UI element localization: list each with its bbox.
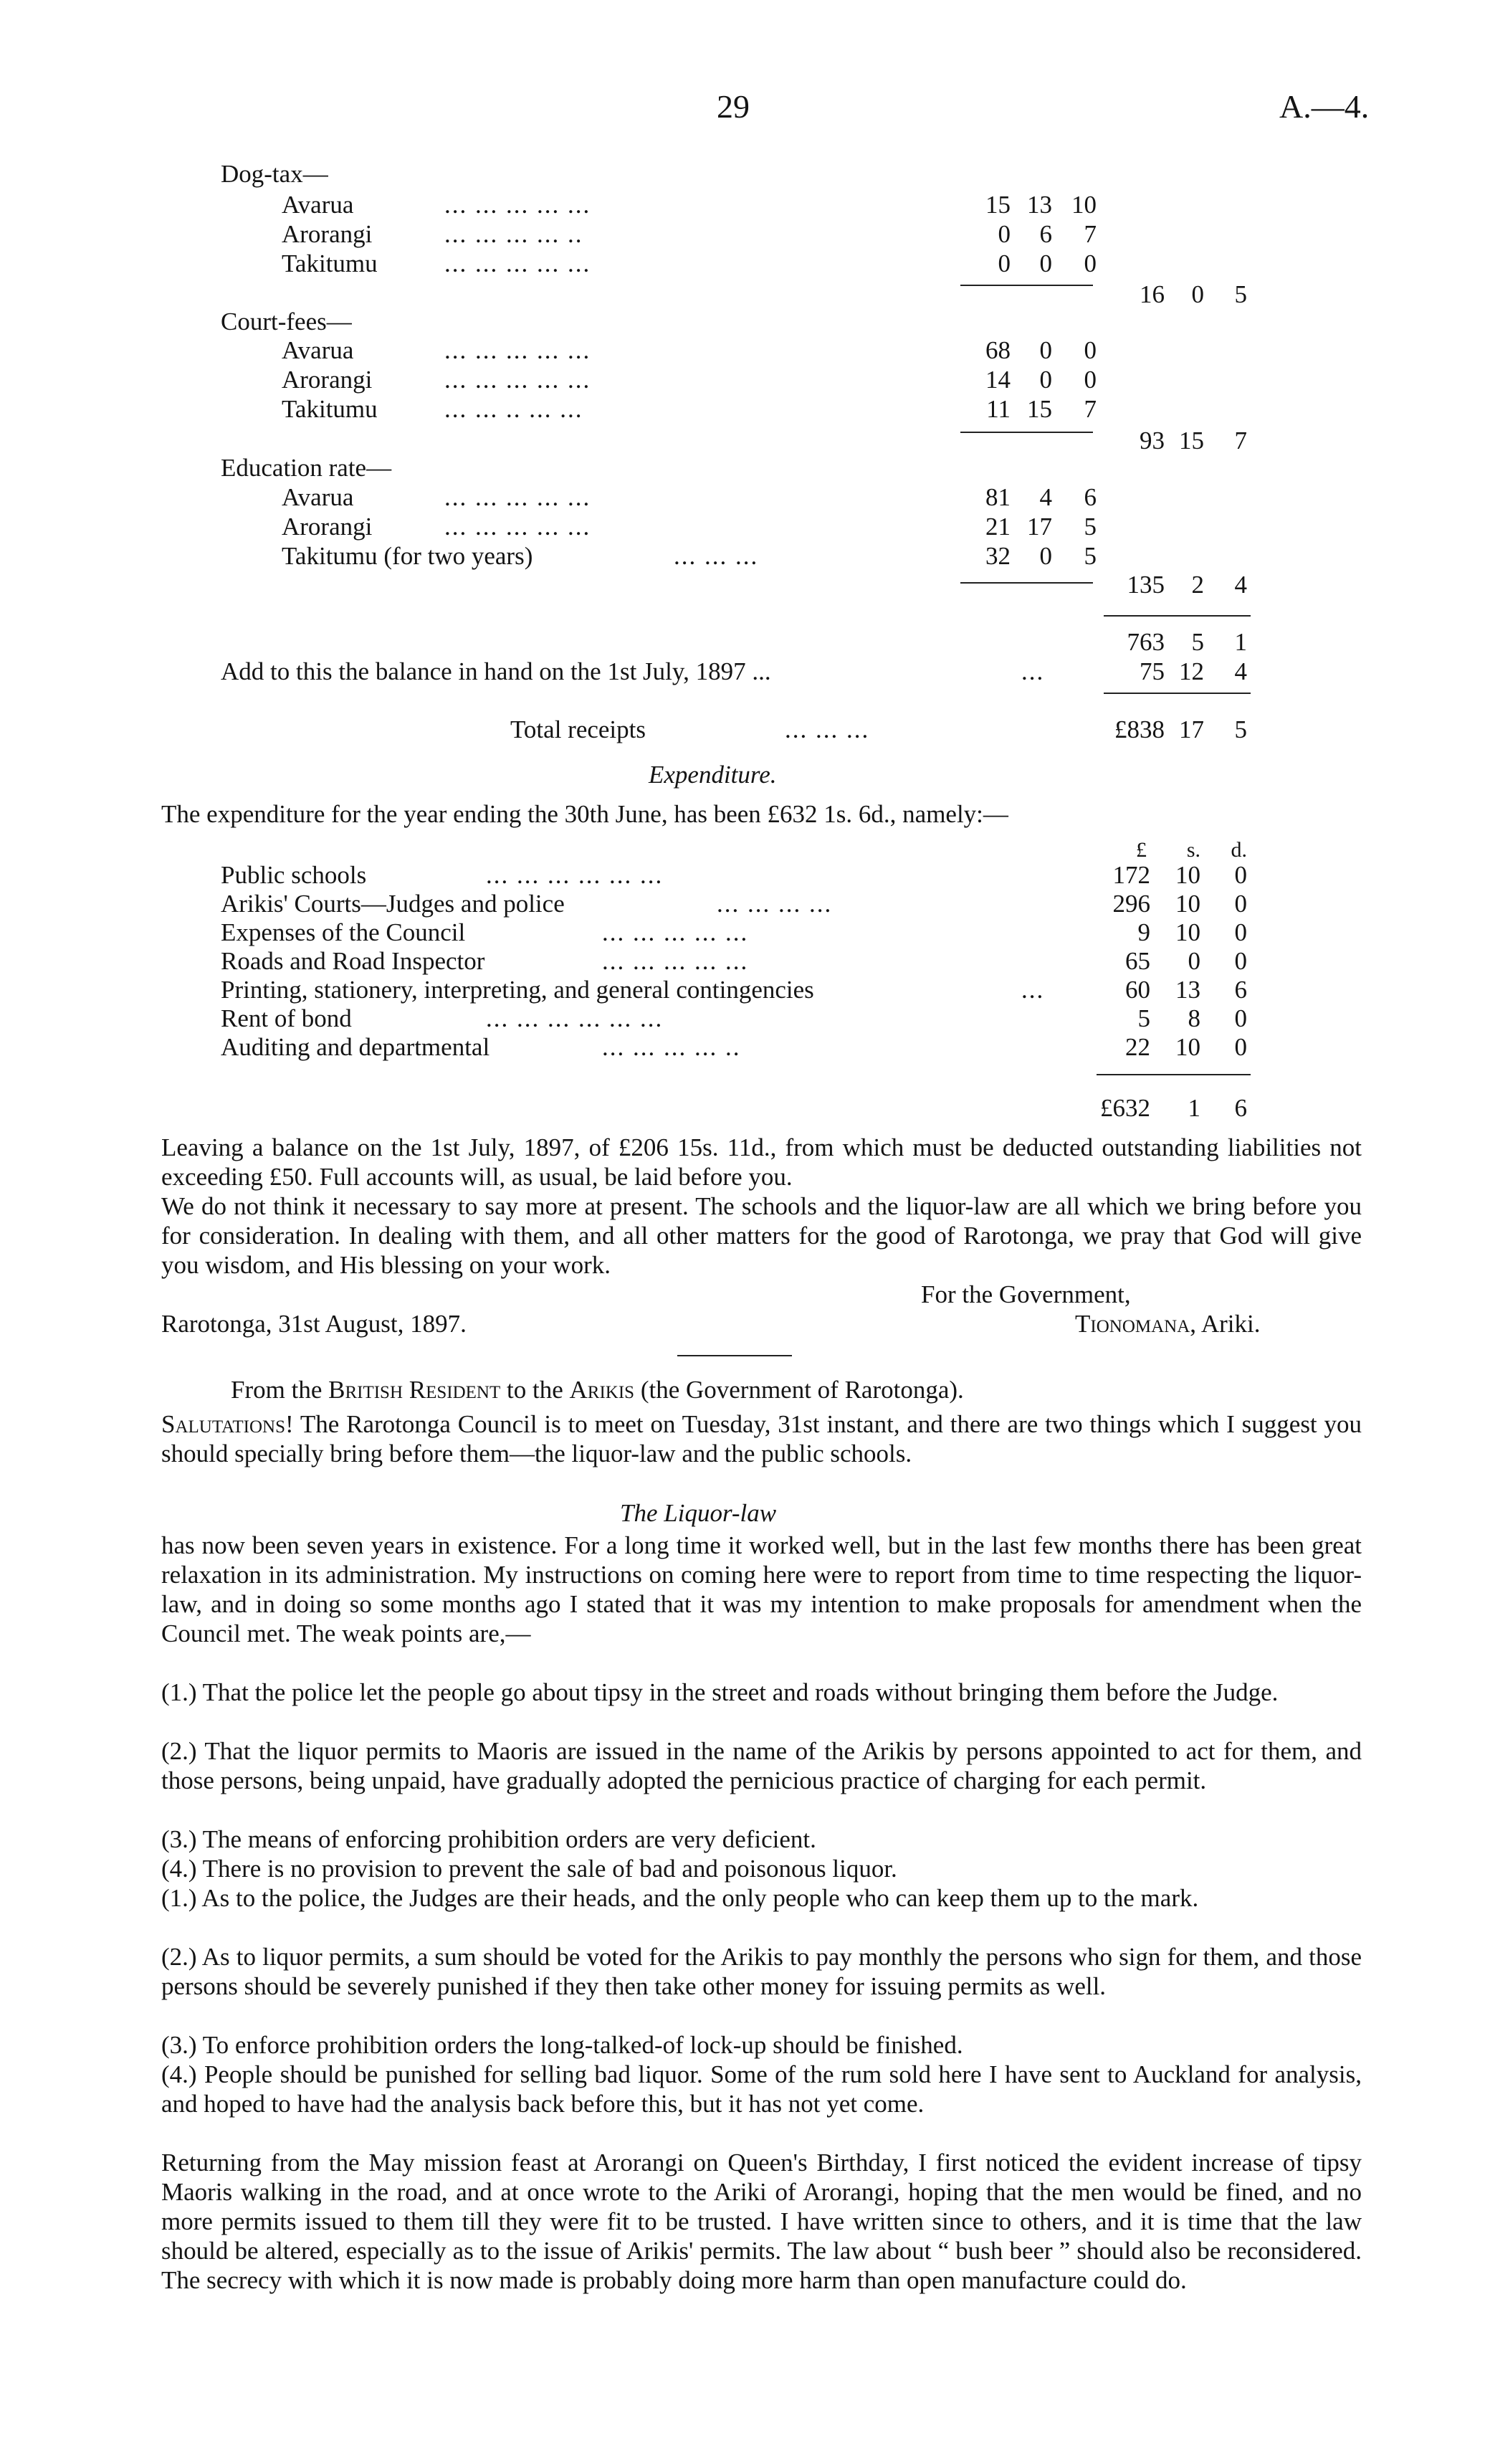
subtotal-pounds: 16	[1140, 280, 1165, 308]
leader-dots: ... ... ... ... ...	[444, 191, 591, 219]
leader-dots: ... ... ... ... ... ...	[486, 861, 664, 889]
amount-pounds: 14	[985, 366, 1011, 394]
amount-pence: 0	[1084, 249, 1097, 277]
expenditure-heading: Expenditure.	[649, 761, 777, 789]
heading-to: to the	[507, 1376, 563, 1404]
amount-shillings: 10	[1175, 918, 1200, 946]
remedy-2: (2.) As to liquor permits, a sum should be voted for the Arikis to pay monthly the persons who sign for them, and those persons should be severely punished if they then take other money for issuing permits as well.	[161, 1943, 1362, 2000]
amount-pence: 0	[1234, 1004, 1247, 1032]
leader-dots: ... ... ... ... ...	[444, 366, 591, 394]
leader-dots: ... ... ...	[674, 542, 759, 570]
amount-pounds: 0	[998, 249, 1011, 277]
weak-point-3: (3.) The means of enforcing prohibition orders are very deficient.	[161, 1825, 816, 1853]
subtotal-pence: 5	[1234, 280, 1247, 308]
amount-pence: 6	[1084, 483, 1097, 511]
subtotal-rule	[960, 582, 1093, 584]
balance-pence: 4	[1234, 657, 1247, 685]
leader-dots: ... ... .. ... ...	[444, 395, 583, 423]
section-divider	[677, 1355, 792, 1356]
amount-pence: 5	[1084, 513, 1097, 541]
subtotal-pounds: 135	[1127, 571, 1165, 599]
dog-tax-avarua-label: Avarua	[282, 191, 354, 219]
subtotal-pence: 7	[1234, 427, 1247, 455]
amount-shillings: 15	[1027, 395, 1052, 423]
amount-pence: 0	[1084, 336, 1097, 364]
amount-pounds: 81	[985, 483, 1011, 511]
amount-shillings: 17	[1027, 513, 1052, 541]
place-date: Rarotonga, 31st August, 1897.	[161, 1310, 467, 1338]
amount-shillings: 6	[1039, 220, 1052, 248]
closing-line: For the Government,	[921, 1280, 1131, 1308]
heading-british-resident: British Resident	[328, 1376, 501, 1404]
leader-dots: ... ... ... ... ..	[602, 1033, 741, 1061]
expenditure-total-pence: 6	[1234, 1094, 1247, 1122]
amount-pounds: 15	[985, 191, 1011, 219]
expenditure-item-label: Rent of bond	[221, 1004, 352, 1032]
column-pence-header: d.	[1231, 838, 1247, 862]
leader-dots: ...	[1021, 976, 1045, 1004]
amount-pounds: 5	[1137, 1004, 1150, 1032]
amount-shillings: 0	[1039, 249, 1052, 277]
expenditure-total-shillings: 1	[1188, 1094, 1200, 1122]
amount-pounds: 60	[1125, 976, 1150, 1004]
sum-pounds: 763	[1127, 628, 1165, 656]
court-fees-arorangi-label: Arorangi	[282, 366, 373, 394]
subtotal-rule	[960, 285, 1093, 286]
total-rule	[1104, 693, 1251, 694]
total-pence: 5	[1234, 715, 1247, 743]
expenditure-item-label: Expenses of the Council	[221, 918, 466, 946]
resident-letter-heading	[231, 1375, 964, 1404]
sum-rule	[1104, 615, 1251, 617]
amount-shillings: 0	[1039, 542, 1052, 570]
amount-pence: 0	[1234, 861, 1247, 889]
salutation-text: The Rarotonga Council is to meet on Tuesday, 31st instant, and there are two things which I suggest you should specially bring before them—the liquor-law and the public schools.	[161, 1410, 1362, 1468]
leader-dots: ... ... ... ... ..	[444, 220, 583, 248]
amount-shillings: 10	[1175, 890, 1200, 918]
total-receipts-label: Total receipts	[510, 715, 646, 743]
sum-shillings: 5	[1191, 628, 1204, 656]
expenditure-item-label: Auditing and departmental	[221, 1033, 490, 1061]
column-pounds-header: £	[1136, 838, 1147, 862]
dog-tax-arorangi-label: Arorangi	[282, 220, 373, 248]
weak-point-4: (4.) There is no provision to prevent the sale of bad and poisonous liquor.	[161, 1855, 897, 1883]
subtotal-shillings: 2	[1191, 571, 1204, 599]
amount-pounds: 11	[986, 395, 1011, 423]
leader-dots: ... ... ... ...	[717, 890, 833, 918]
balance-paragraph: Leaving a balance on the 1st July, 1897, of £206 15s. 11d., from which must be deducted outstanding liabilities not exceeding £50. Full accounts will, as usual, be laid before you.	[161, 1133, 1362, 1191]
leader-dots: ... ... ... ... ...	[602, 918, 749, 946]
court-fees-avarua-label: Avarua	[282, 336, 354, 364]
amount-shillings: 10	[1175, 861, 1200, 889]
salutation: Salutations!	[161, 1410, 294, 1438]
conclusion-paragraph-wrapper	[161, 1191, 1362, 1280]
amount-pounds: 172	[1112, 861, 1150, 889]
expenditure-total-pounds: £632	[1100, 1094, 1150, 1122]
weak-point-1: (1.) That the police let the people go about tipsy in the street and roads without bringing them before the Judge.	[161, 1678, 1279, 1706]
salutation-paragraph	[161, 1409, 1362, 1468]
amount-pounds: 65	[1125, 947, 1150, 975]
leader-dots: ... ... ... ... ...	[602, 947, 749, 975]
amount-pence: 0	[1234, 947, 1247, 975]
balance-pounds: 75	[1140, 657, 1165, 685]
liquor-law-paragraph: has now been seven years in existence. For a long time it worked well, but in the last few months there has been great relaxation in its administration. My instructions on coming here were to report from time to time respecting the liquor-law, and in doing so some months ago I stated that it was my intention to make proposals for amendment when the Council met. The weak points are,—	[161, 1531, 1362, 1647]
leader-dots: ... ... ... ... ... ...	[486, 1004, 664, 1032]
expenditure-item-label: Printing, stationery, interpreting, and general contingencies	[221, 976, 814, 1004]
closing-paragraph: Returning from the May mission feast at Arorangi on Queen's Birthday, I first noticed the evident increase of tipsy Maoris walking in the road, and at once wrote to the Ariki of Arorangi, hoping that the men would be fined, and no more permits issued to them till they were fit to be trusted. I have written since to others, and it is time that the law should be altered, especially as to the issue of Arikis' permits. The law about “ bush beer ” should also be reconsidered. The secrecy with which it is now made is probably doing more harm than open manufacture could do.	[161, 2149, 1362, 2294]
heading-from: From the	[231, 1376, 323, 1404]
amount-pounds: 22	[1125, 1033, 1150, 1061]
amount-pence: 7	[1084, 220, 1097, 248]
amount-pounds: 32	[985, 542, 1011, 570]
amount-shillings: 13	[1027, 191, 1052, 219]
education-rate-heading: Education rate—	[221, 454, 392, 482]
subtotal-pence: 4	[1234, 571, 1247, 599]
signatory-name: Tionomana	[1075, 1310, 1190, 1338]
remedy-3: (3.) To enforce prohibition orders the long-talked-of lock-up should be finished.	[161, 2031, 963, 2059]
leader-dots: ... ... ... ... ...	[444, 336, 591, 364]
leader-dots: ... ... ... ... ...	[444, 513, 591, 541]
amount-pounds: 296	[1112, 890, 1150, 918]
signatory-title: , Ariki.	[1190, 1310, 1261, 1338]
expenditure-total-rule	[1097, 1074, 1251, 1075]
signature-block	[1075, 1309, 1260, 1338]
court-fees-heading: Court-fees—	[221, 308, 352, 336]
leader-dots: ...	[1021, 657, 1045, 685]
education-takitumu-label: Takitumu (for two years)	[282, 542, 533, 570]
amount-pence: 5	[1084, 542, 1097, 570]
leader-dots: ... ... ...	[785, 715, 870, 743]
amount-pounds: 21	[985, 513, 1011, 541]
weak-point-2: (2.) That the liquor permits to Maoris are issued in the name of the Arikis by persons appointed to act for them, and those persons, being unpaid, have gradually adopted the pernicious practice of charging for each permit.	[161, 1737, 1362, 1794]
amount-pence: 7	[1084, 395, 1097, 423]
dog-tax-takitumu-label: Takitumu	[282, 249, 378, 277]
amount-shillings: 4	[1039, 483, 1052, 511]
liquor-law-subheading: The Liquor-law	[620, 1499, 777, 1527]
court-fees-takitumu-label: Takitumu	[282, 395, 378, 423]
amount-pence: 0	[1234, 918, 1247, 946]
amount-shillings: 0	[1039, 336, 1052, 364]
remedy-4: (4.) People should be punished for selling bad liquor. Some of the rum sold here I have sent to Auckland for analysis, and hoped to have had the analysis back before this, but it has not yet come.	[161, 2060, 1362, 2118]
amount-shillings: 0	[1188, 947, 1200, 975]
amount-pence: 0	[1234, 890, 1247, 918]
expenditure-item-label: Arikis' Courts—Judges and police	[221, 890, 565, 918]
heading-rest: (the Government of Rarotonga).	[640, 1376, 964, 1404]
page-number: 29	[717, 88, 750, 125]
amount-shillings: 0	[1039, 366, 1052, 394]
conclusion-paragraph: We do not think it necessary to say more at present. The schools and the liquor-law are all which we bring before you for consideration. In dealing with them, and all other matters for the good of Rarotonga, we pray that God will give you wisdom, and His blessing on your work.	[161, 1192, 1362, 1279]
total-pounds: £838	[1114, 715, 1165, 743]
sum-pence: 1	[1234, 628, 1247, 656]
subtotal-shillings: 15	[1179, 427, 1204, 455]
balance-shillings: 12	[1179, 657, 1204, 685]
amount-shillings: 8	[1188, 1004, 1200, 1032]
amount-pence: 0	[1084, 366, 1097, 394]
amount-pence: 0	[1234, 1033, 1247, 1061]
amount-pence: 6	[1234, 976, 1247, 1004]
amount-shillings: 13	[1175, 976, 1200, 1004]
total-shillings: 17	[1179, 715, 1204, 743]
document-reference: A.—4.	[1279, 88, 1370, 125]
column-shillings-header: s.	[1186, 838, 1200, 862]
leader-dots: ... ... ... ... ...	[444, 249, 591, 277]
amount-pence: 10	[1071, 191, 1097, 219]
dog-tax-heading: Dog-tax—	[221, 160, 328, 188]
expenditure-item-label: Roads and Road Inspector	[221, 947, 485, 975]
remedy-1: (1.) As to the police, the Judges are their heads, and the only people who can keep them up to the mark.	[161, 1884, 1199, 1912]
education-avarua-label: Avarua	[282, 483, 354, 511]
subtotal-rule	[960, 432, 1093, 433]
expenditure-intro: The expenditure for the year ending the 30th June, has been £632 1s. 6d., namely:—	[161, 800, 1008, 828]
leader-dots: ... ... ... ... ...	[444, 483, 591, 511]
expenditure-item-label: Public schools	[221, 861, 367, 889]
education-arorangi-label: Arorangi	[282, 513, 373, 541]
amount-pounds: 68	[985, 336, 1011, 364]
subtotal-shillings: 0	[1191, 280, 1204, 308]
amount-shillings: 10	[1175, 1033, 1200, 1061]
amount-pounds: 9	[1137, 918, 1150, 946]
heading-arikis: Arikis	[569, 1376, 635, 1404]
subtotal-pounds: 93	[1140, 427, 1165, 455]
balance-label: Add to this the balance in hand on the 1st July, 1897 ...	[221, 657, 771, 685]
amount-pounds: 0	[998, 220, 1011, 248]
